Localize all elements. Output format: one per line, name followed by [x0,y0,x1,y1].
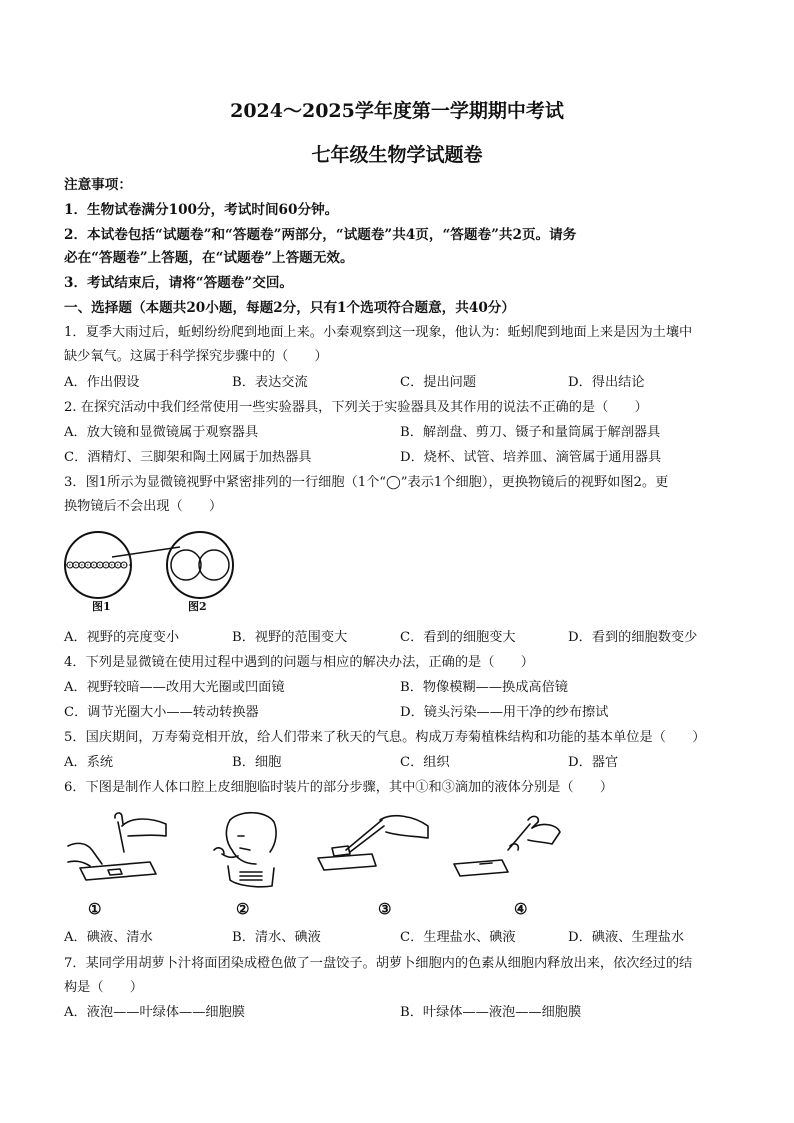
question-text: 1．夏季大雨过后，蚯蚓纷纷爬到地面上来。小秦观察到这一现象，他认为：蚯蚓爬到地面上来是因为土壤中 [64,325,693,340]
option-d: D．器官 [568,755,619,770]
step-label-4: ④ [514,900,528,918]
option-b: B．表达交流 [232,375,308,390]
option-c: C．调节光圈大小——转动转换器 [64,705,259,720]
option-c: C．组织 [400,755,450,770]
question-text: 缺少氧气。这属于科学探究步骤中的（ ） [64,349,328,364]
question-text: 2. 在探究活动中我们经常使用一些实验器具，下列关于实验器具及其作用的说法不正确的是（ ） [64,400,648,415]
option-b: B．叶绿体——液泡——细胞膜 [400,1005,582,1020]
exam-title: 2024～2025学年度第一学期期中考试 [230,100,564,122]
exam-subtitle: 七年级生物学试题卷 [311,144,483,166]
option-a: A．系统 [64,755,114,770]
question-text: 6．下图是制作人体口腔上皮细胞临时装片的部分步骤，其中①和③滴加的液体分别是（ ） [64,780,614,795]
option-a: A．液泡——叶绿体——细胞膜 [64,1005,245,1020]
option-b: B．解剖盘、剪刀、镊子和量筒属于解剖器具 [400,425,661,440]
notice-item: 1．生物试卷满分100分，考试时间60分钟。 [64,202,339,218]
option-c: C．看到的细胞变大 [400,630,516,645]
figure-label-1: 图1 [92,600,111,613]
step-label-1: ① [88,900,102,918]
option-a: A．作出假设 [64,375,140,390]
question-text: 4．下列是显微镜在使用过程中遇到的问题与相应的解决办法，正确的是（ ） [64,655,534,670]
option-d: D．烧杯、试管、培养皿、滴管属于通用器具 [400,450,662,465]
option-a: A．碘液、清水 [64,930,153,945]
option-b: B．清水、碘液 [232,930,321,945]
option-d: D．得出结论 [568,375,645,390]
option-d: D．看到的细胞数变少 [568,630,698,645]
option-a: A．放大镜和显微镜属于观察器具 [64,425,259,440]
slide-preparation-figure [62,806,562,918]
option-c: C．提出问题 [400,375,477,390]
step-label-3: ③ [378,900,392,918]
notice-heading: 注意事项： [64,177,132,193]
notice-item: 2．本试卷包括“试题卷”和“答题卷”两部分，“试题卷”共4页，“答题卷”共2页。请务 [64,227,577,243]
option-d: D．碘液、生理盐水 [568,930,685,945]
notice-item: 必在“答题卷”上答题，在“试题卷”上答题无效。 [64,250,354,266]
option-a: A．视野较暗——改用大光圈或凹面镜 [64,680,285,695]
option-c: C．酒精灯、三脚架和陶土网属于加热器具 [64,450,312,465]
question-text: 5．国庆期间，万寿菊竞相开放，给人们带来了秋天的气息。构成万寿菊植株结构和功能的基本单位是（ ） [64,730,706,745]
step-label-2: ② [236,900,250,918]
option-b: B．细胞 [232,755,282,770]
option-d: D．镜头污染——用干净的纱布擦试 [400,705,609,720]
question-text: 7．某同学用胡萝卜汁将面团染成橙色做了一盘饺子。胡萝卜细胞内的色素从细胞内释放出来，依次经过的结 [64,956,693,971]
question-text: 构是（ ） [64,980,144,995]
option-b: B．物像模糊——换成高倍镜 [400,680,568,695]
figure-label-2: 图2 [188,600,207,613]
question-text: 3．图1所示为显微镜视野中紧密排列的一行细胞（1个“◯”表示1个细胞），更换物镜后的视野如图2。更 [64,475,669,490]
option-b: B．视野的范围变大 [232,630,348,645]
section-heading: 一、选择题（本题共20小题，每题2分，只有1个选项符合题意，共40分） [64,300,515,316]
microscope-field-figure [62,525,242,620]
option-c: C．生理盐水、碘液 [400,930,516,945]
option-a: A．视野的亮度变小 [64,630,180,645]
question-text: 换物镜后不会出现（ ） [64,499,223,514]
notice-item: 3．考试结束后，请将“答题卷”交回。 [64,275,294,291]
